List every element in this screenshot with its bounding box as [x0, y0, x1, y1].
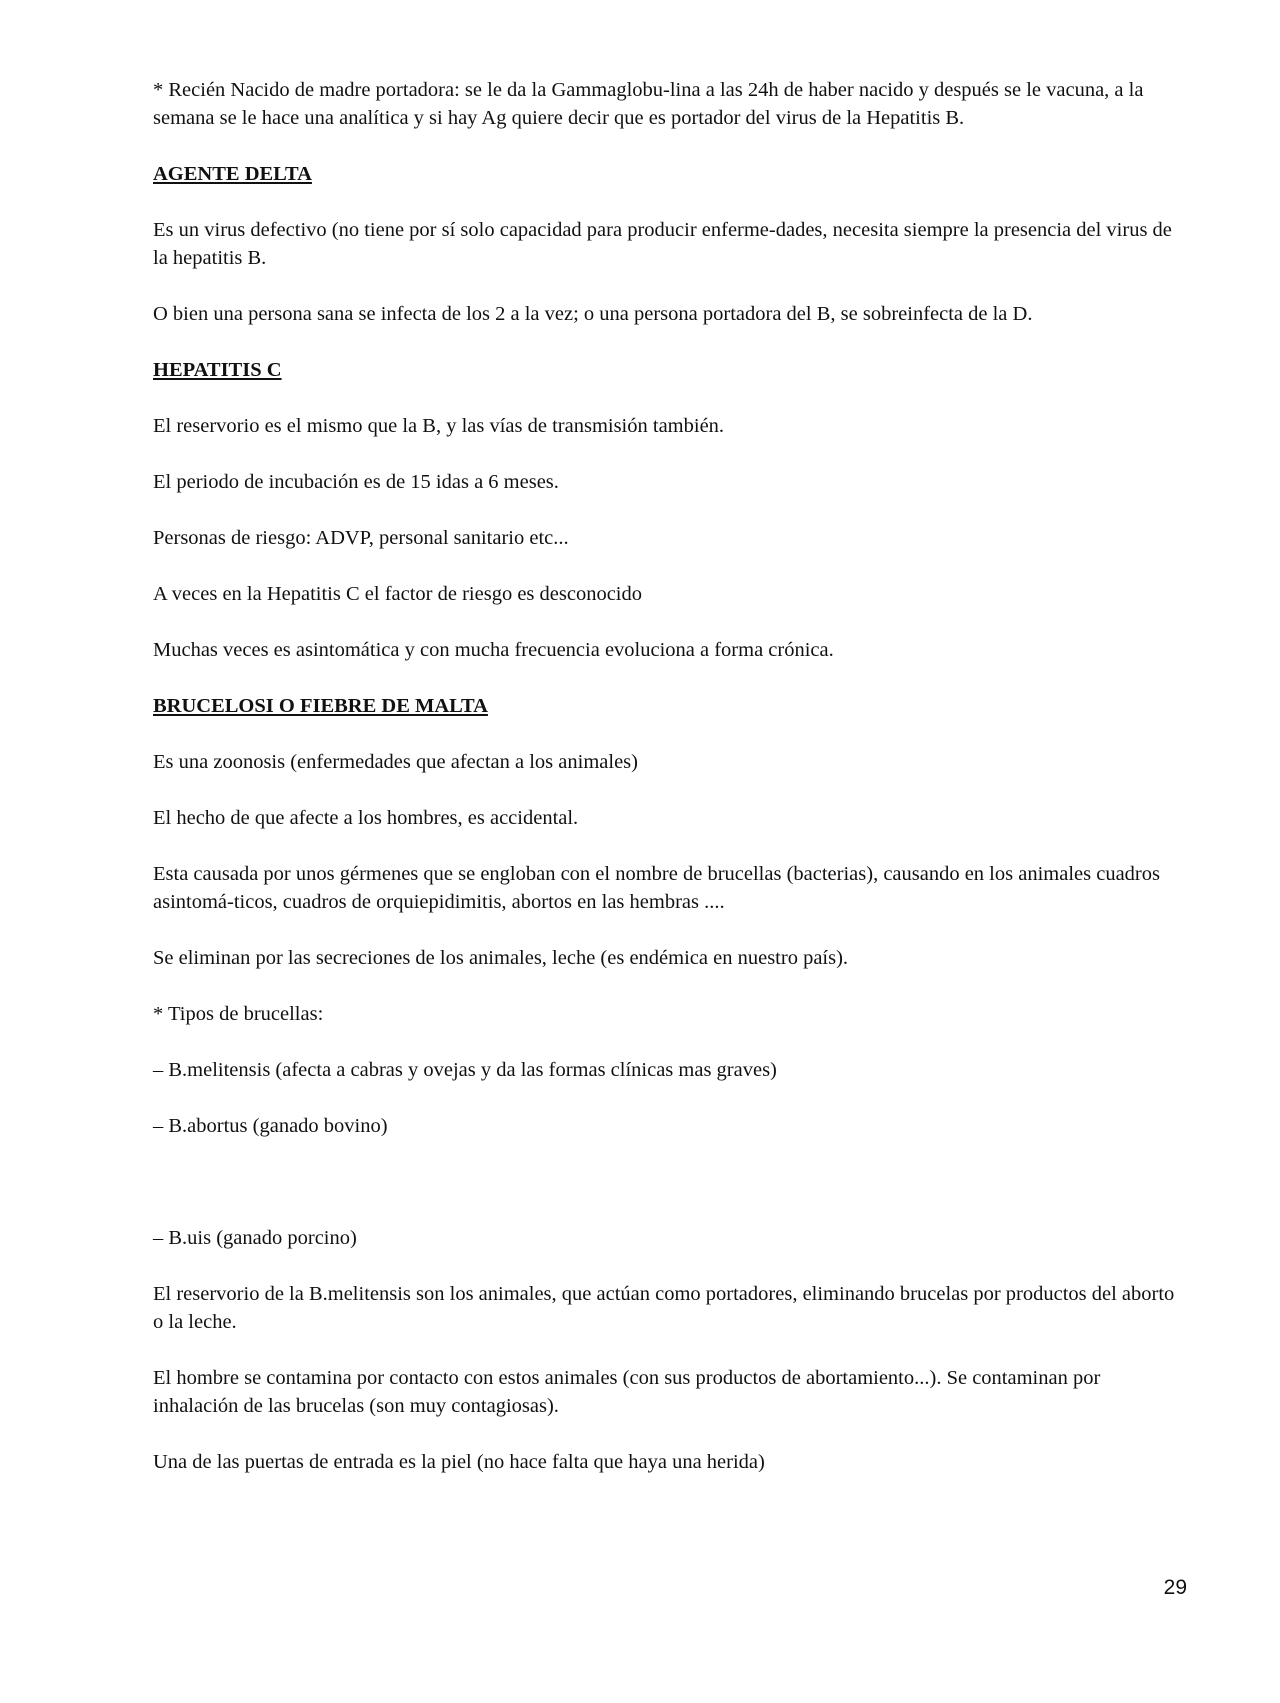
paragraph-elimination: Se eliminan por las secreciones de los animales, leche (es endémica en nuestro país). [153, 947, 849, 969]
paragraph-newborn-carrier-mother: * Recién Nacido de madre portadora: se le da la Gammaglobu-lina a las 24h de haber nacido y después se le vacuna, a la semana se le hace una analítica y si hay Ag quiere decir que es portador del virus de la Hepatitis B. [153, 79, 1144, 129]
page-number: 29 [1163, 1576, 1187, 1599]
paragraph-accidental: El hecho de que afecte a los hombres, es accidental. [153, 807, 579, 829]
paragraph-asymptomatic: Muchas veces es asintomática y con mucha frecuencia evoluciona a forma crónica. [153, 639, 834, 661]
paragraph-defective-virus: Es un virus defectivo (no tiene por sí solo capacidad para producir enferme-dades, necesita siempre la presencia del virus de la hepatitis B. [153, 219, 1172, 269]
paragraph-zoonosis: Es una zoonosis (enfermedades que afectan a los animales) [153, 751, 638, 773]
heading-agente-delta: AGENTE DELTA [153, 163, 312, 185]
paragraph-melitensis-reservoir: El reservorio de la B.melitensis son los animales, que actúan como portadores, eliminando brucelas por productos del aborto o la leche. [153, 1283, 1175, 1333]
paragraph-incubation: El periodo de incubación es de 15 idas a 6 meses. [153, 471, 559, 493]
list-item-melitensis: – B.melitensis (afecta a cabras y ovejas y da las formas clínicas mas graves) [153, 1059, 777, 1081]
paragraph-contamination: El hombre se contamina por contacto con estos animales (con sus productos de abortamiento...). Se contaminan por inhalación de las brucelas (son muy contagiosas). [153, 1367, 1101, 1417]
list-item-abortus: – B.abortus (ganado bovino) [153, 1115, 388, 1137]
list-item-uis: – B.uis (ganado porcino) [153, 1227, 357, 1249]
paragraph-brucellas-cause: Esta causada por unos gérmenes que se engloban con el nombre de brucellas (bacterias), causando en los animales cuadros asintomá-ticos, cuadros de orquiepidimitis, abortos en las hembras .... [153, 863, 1160, 913]
paragraph-skin-entry: Una de las puertas de entrada es la piel (no hace falta que haya una herida) [153, 1451, 765, 1473]
paragraph-types-intro: * Tipos de brucellas: [153, 1003, 324, 1025]
heading-brucelosis: BRUCELOSI O FIEBRE DE MALTA [153, 695, 488, 717]
paragraph-unknown-risk: A veces en la Hepatitis C el factor de riesgo es desconocido [153, 583, 642, 605]
paragraph-risk-people: Personas de riesgo: ADVP, personal sanitario etc... [153, 527, 569, 549]
heading-hepatitis-c: HEPATITIS C [153, 359, 282, 381]
paragraph-reservoir: El reservorio es el mismo que la B, y las vías de transmisión también. [153, 415, 725, 437]
document-page [153, 76, 1183, 1504]
paragraph-coinfection: O bien una persona sana se infecta de los 2 a la vez; o una persona portadora del B, se sobreinfecta de la D. [153, 303, 1033, 325]
